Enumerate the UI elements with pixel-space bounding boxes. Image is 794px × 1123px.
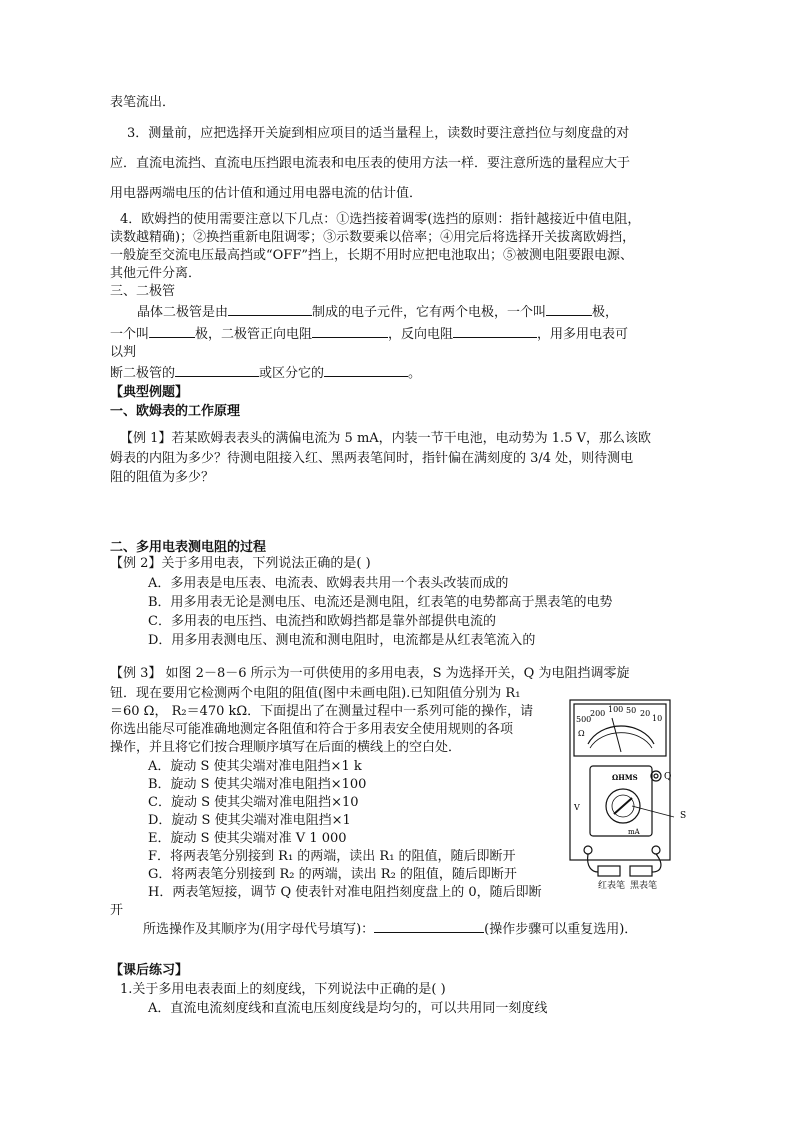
text-line: ＝60 Ω， R₂＝470 kΩ．下面提出了在测量过程中一系列可能的操作，请 [110, 704, 534, 719]
operation-option: D．旋动 S 使其尖端对准电阻挡×1 [148, 813, 351, 828]
section-heading: 二、多用电表测电阻的过程 [110, 540, 267, 555]
text: 一个叫 [110, 327, 150, 342]
text-line: 3．测量前，应把选择开关旋到相应项目的适当量程上，读数时要注意挡位与刻度盘的对 [127, 126, 630, 141]
red-probe [598, 866, 620, 876]
scale-number: 200 [590, 709, 606, 718]
operation-option: A．旋动 S 使其尖端对准电阻挡×1 k [148, 759, 362, 774]
operation-option: F．将两表笔分别接到 R₁ 的两端，读出 R₁ 的阻值，随后即断开 [148, 849, 516, 864]
operation-option: B．旋动 S 使其尖端对准电阻挡×100 [148, 777, 367, 792]
text-line: 【例 3】 如图 2－8－6 所示为一可供使用的多用电表，S 为选择开关，Q 为电阻挡调零旋 [110, 666, 630, 681]
text-line: 4．欧姆挡的使用需要注意以下几点：①选挡接着调零(选挡的原则：指针越接近中值电阻， [120, 212, 641, 227]
scale-number: 50 [626, 706, 637, 715]
text: 断二极管的 [110, 366, 176, 381]
text-line: 其他元件分离． [110, 266, 202, 281]
answer-blank[interactable] [453, 325, 537, 338]
text: 。 [408, 366, 422, 381]
text: 制成的电子元件，它有两个电极，一个叫 [312, 305, 547, 320]
answer-blank[interactable] [312, 325, 388, 338]
section-heading: 【课后练习】 [110, 963, 189, 978]
section-heading: 一、欧姆表的工作原理 [110, 404, 241, 419]
text: 所选操作及其顺序为(用字母代号填写)： [143, 922, 375, 937]
scale-number: 10 [652, 714, 663, 723]
text-line: 你选出能尽可能准确地测定各阻值和符合于多用表安全使用规则的各项 [110, 722, 514, 737]
operation-option: G．将两表笔分别接到 R₂ 的两端，读出 R₂ 的阻值，随后即断开 [148, 867, 517, 882]
text-line: 【例 1】若某欧姆表表头的满偏电流为 5 mA，内装一节干电池，电动势为 1.5 V，那么该欧 [120, 431, 651, 446]
volt-label: V [574, 803, 580, 812]
text-line: 【例 2】关于多用电表，下列说法正确的是( ) [110, 556, 371, 571]
choice-option: B．用多用表无论是测电压、电流还是测电阻，红表笔的电势都高于黑表笔的电势 [148, 595, 613, 610]
knob-pointer [614, 798, 632, 814]
operation-option: H．两表笔短接，调节 Q 使表针对准电阻挡刻度盘上的 0，随后即断 [148, 885, 542, 900]
choice-option: A．直流电流刻度线和直流电压刻度线是均匀的，可以共用同一刻度线 [148, 1001, 548, 1016]
text-line: 表笔流出． [110, 95, 176, 110]
scale-number: 100 [608, 705, 624, 714]
text-line: 开 [110, 903, 124, 918]
fill-in-line [110, 325, 628, 344]
zero-adjust-center [654, 774, 658, 778]
text: 或区分它的 [259, 366, 325, 381]
multimeter-figure [568, 692, 693, 892]
label-s: S [680, 811, 687, 821]
text-line: 用电器两端电压的估计值和通过用电器电流的估计值． [110, 186, 423, 201]
text-line: 应．直流电流挡、直流电压挡跟电流表和电压表的使用方法一样．要注意所选的量程应大于 [110, 156, 631, 171]
text: 极， [592, 305, 619, 320]
label-q: Q [664, 772, 672, 782]
text-line: 1.关于多用电表表面上的刻度线，下列说法中正确的是( ) [120, 982, 446, 997]
choice-option: D．用多用表测电压、测电流和测电阻时，电流都是从红表笔流入的 [148, 633, 536, 648]
scale-arc [590, 733, 652, 748]
black-probe-label: 黑表笔 [630, 881, 658, 891]
meter-needle [612, 718, 621, 752]
leader-line [632, 806, 674, 817]
text: ，反向电阻 [388, 327, 454, 342]
text: (操作步骤可以重复选用)． [484, 922, 638, 937]
text-line: 姆表的内阻为多少？待测电阻接入红、黑两表笔间时，指针偏在满刻度的 3/4 处，则待测电 [110, 451, 634, 466]
answer-blank[interactable] [149, 325, 195, 338]
ma-label: mA [628, 828, 640, 836]
text: 极，二极管正向电阻 [195, 327, 313, 342]
probe-wire [588, 854, 598, 872]
section-heading: 【典型例题】 [110, 385, 189, 400]
probe-wire [652, 854, 661, 872]
red-probe-label: 红表笔 [598, 881, 626, 891]
text-line: 操作，并且将它们按合理顺序填写在后面的横线上的空白处． [110, 740, 462, 755]
text-line: 一般旋至交流电压最高挡或“OFF”挡上，长期不用时应把电池取出；⑤被测电阻要跟电源、 [110, 248, 633, 263]
scale-number: 500 [576, 715, 592, 724]
choice-option: A．多用表是电压表、电流表、欧姆表共用一个表头改装而成的 [148, 576, 509, 591]
text: ，用多用电表可 [537, 327, 629, 342]
jack [652, 846, 660, 854]
text-line: 阻的阻值为多少？ [110, 470, 215, 485]
answer-blank[interactable] [324, 364, 408, 377]
operation-option: C．旋动 S 使其尖端对准电阻挡×10 [148, 795, 359, 810]
choice-option: C．多用表的电压挡、电流挡和欧姆挡都是靠外部提供电流的 [148, 614, 496, 629]
section-heading: 三、二极管 [110, 284, 176, 299]
answer-blank[interactable] [546, 303, 592, 316]
scale-arc [588, 726, 654, 744]
text-line: 以判 [110, 345, 137, 360]
fill-in-line [137, 303, 618, 322]
omega-symbol: Ω [578, 729, 585, 738]
scale-number: 20 [640, 709, 651, 718]
text-line: 钮．现在要用它检测两个电阻的阻值(图中未画电阻).已知阻值分别为 R₁ [110, 686, 521, 701]
text-line: 读数越精确)；②换挡重新电阻调零；③示数要乘以倍率；④用完后将选择开关拔离欧姆挡， [110, 230, 636, 245]
text: 晶体二极管是由 [137, 305, 229, 320]
jack [584, 846, 592, 854]
operation-option: E．旋动 S 使其尖端对准 V 1 000 [148, 831, 347, 846]
answer-blank[interactable] [374, 920, 484, 933]
black-probe [630, 866, 652, 876]
answer-blank[interactable] [228, 303, 312, 316]
fill-in-line [110, 364, 421, 383]
answer-blank[interactable] [175, 364, 259, 377]
ohms-label: ΩHMS [612, 773, 638, 782]
fill-in-line [143, 920, 637, 939]
